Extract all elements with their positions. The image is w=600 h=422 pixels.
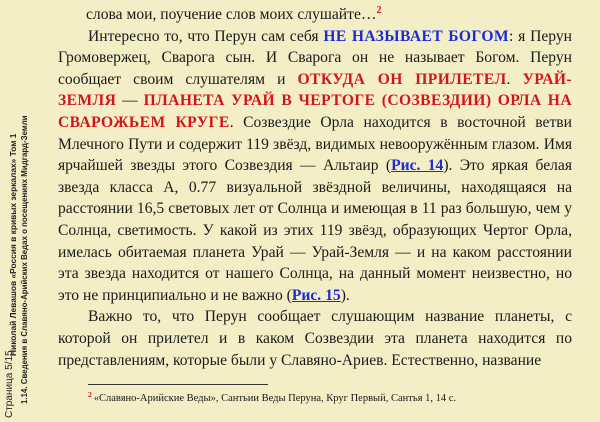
- footnote: [88, 389, 456, 406]
- footnote-number: 2: [88, 389, 92, 399]
- text-run: —: [116, 92, 144, 110]
- paragraph-1: [58, 26, 572, 307]
- sidebar: [0, 0, 44, 422]
- page-number: Страница 5/15: [4, 350, 15, 418]
- paragraph-2: Важно то, что Перун сообщает слушающим название планеты, с которой он прилетел и в каком Созвездии эта планета находится по представлениям, которые были у Славяно-Ариев. Естественно, название: [58, 308, 572, 369]
- highlight-planet-urai: ПЛАНЕТА УРАЙ В ЧЕРТОГЕ (СОЗВЕЗДИИ) ОРЛА НА СВАРОЖЬЕМ КРУГЕ: [58, 92, 572, 131]
- paragraph-0: [58, 4, 572, 26]
- text-run: . Созвездие Орла находится в восточной ветви Млечного Пути и содержит 119 звёзд, видимых невооружённым глазом. Имя ярчайшей звезды этого Созвездия — Альтаир (: [58, 113, 572, 175]
- main-text: [58, 4, 572, 371]
- paragraph-0-text: слова мои, поучение слов моих слушайте…: [86, 6, 377, 23]
- text-run: ). Это яркая белая звезда класса А, 0.77 визуальной звёздной величины, находящаяся на расстоянии 16,5 световых лет от Солнца и имеющая в 11 раз большую, чем у Солнца, светимость. У какой из этих 119 звёзд, образующих Чертог Орла, имелась обитаемая планета Урай — Урай-Земля — и на каком расстоянии эта звезда находится от нашего Солнца, на данный момент неизвестно, но это не принципиально и не важно (: [58, 157, 572, 304]
- highlight-urai-earth: УРАЙ-ЗЕМЛЯ: [58, 70, 572, 110]
- text-run: Интересно то, что Перун сам себя: [88, 27, 324, 45]
- highlight-not-god: НЕ НАЗЫВАЕТ БОГОМ: [323, 27, 510, 45]
- text-run: ).: [340, 286, 350, 304]
- footnote-text: «Славяно-Арийские Веды», Сантьии Веды Перуна, Круг Первый, Сантья 1, 14 с.: [93, 393, 456, 404]
- highlight-where-from: ОТКУДА ОН ПРИЛЕТЕЛ: [297, 70, 507, 88]
- book-title: Николай Левашов «Россия в кривых зеркалах» Том 1: [8, 133, 18, 356]
- footnote-divider: [88, 384, 268, 385]
- text-run: : я Перун Громовержец, Сварога сын. И Сварога он не называет Богом. Перун сообщает своим слушателям и: [58, 27, 573, 88]
- figure-link-15[interactable]: Рис. 15: [291, 286, 341, 304]
- footnote-marker[interactable]: 2: [376, 4, 382, 16]
- section-title: 1.14. Сведения в Славяно-Арийских Ведах о посещениях Мидгард-Земли: [20, 115, 29, 404]
- figure-link-14[interactable]: Рис. 14: [391, 157, 444, 175]
- text-run: .: [506, 70, 523, 88]
